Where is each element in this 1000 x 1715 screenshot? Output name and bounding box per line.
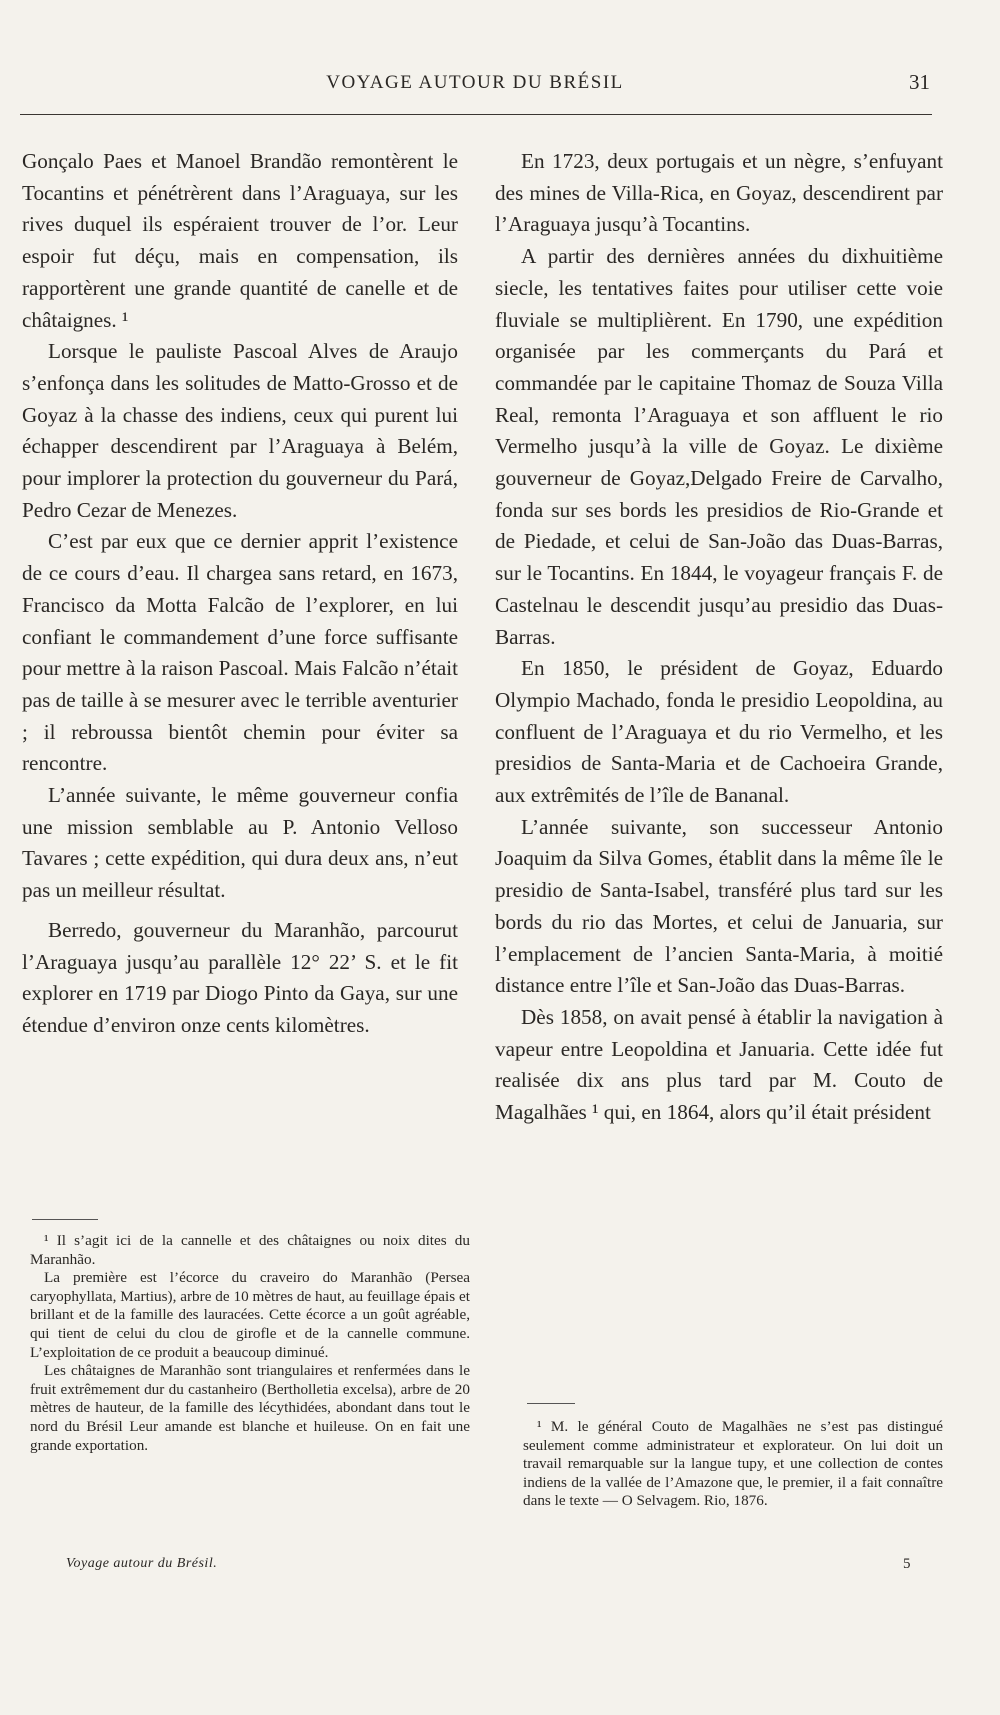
paragraph: C’est par eux que ce dernier apprit l’existence de ce cours d’eau. Il chargea sans retard, en 1673, Francisco da Motta Falcão de l’explorer, en lui confiant le commandement d’une force suffisante pour mettre à la raison Pascoal. Mais Falcão n’était pas de taille à se mesurer avec le terrible aventurier ; il rebroussa bientôt chemin pour éviter sa rencontre. [22,529,458,776]
footnote-rule-left [32,1219,98,1220]
footnote: Les châtaignes de Maranhão sont triangulaires et renfermées dans le fruit extrêmement dur du castanheiro (Bertholletia excelsa), arbre de 20 mètres de hauteur, de la famille des lécythidées, abondant dans tout le nord du Brésil Leur amande est blanche et huileuse. On en fait une grande exportation. [30,1362,470,1454]
footnotes-left [30,1232,470,1455]
paragraph: En 1723, deux portugais et un nègre, s’enfuyant des mines de Villa-Rica, en Goyaz, descendirent par l’Araguaya jusqu’à Tocantins. [495,149,943,237]
footnote: ¹ Il s’agit ici de la cannelle et des châtaignes ou noix dites du Maranhão. [30,1232,470,1268]
paragraph: Lorsque le pauliste Pascoal Alves de Araujo s’enfonça dans les solitudes de Matto-Grosso et de Goyaz à la chasse des indiens, ceux qui purent lui échapper descendirent par l’Araguaya à Belém, pour implorer la protection du gouverneur du Pará, Pedro Cezar de Menezes. [22,339,458,522]
footnote: ¹ M. le général Couto de Magalhães ne s’est pas distingué seulement comme administrateur et explorateur. On lui doit un travail remarquable sur la langue tupy, et une collection de contes indiens de la vallée de l’Amazone que, le premier, il a fait connaître dans le texte — O Selvagem. Rio, 1876. [523,1418,943,1510]
paragraph: L’année suivante, son successeur Antonio Joaquim da Silva Gomes, établit dans la même île le presidio de Santa-Isabel, transféré plus tard sur les bords du rio das Mortes, et celui de Januaria, sur l’emplacement de l’ancien Santa-Maria, à moitié distance entre l’île et San-João das Duas-Barras. [495,814,943,998]
paragraph: Gonçalo Paes et Manoel Brandão remontèrent le Tocantins et pénétrèrent dans l’Araguaya, sur les rives duquel ils espéraient trouver de l’or. Leur espoir fut déçu, mais en compensation, ils rapportèrent une grande quantité de canelle et de châtaignes. ¹ [22,149,458,332]
page-number: 31 [909,70,930,94]
footnote: La première est l’écorce du craveiro do Maranhão (Persea caryophyllata, Martius), arbre de 10 mètres de haut, au feuillage épais et brillant et de la famille des lauracées. Cette écorce a un goût agréable, qui tient de celui du clou de girofle et de la cannelle commune. L’exploitation de ce produit a beaucoup diminué. [30,1269,470,1361]
left-column [22,146,458,1042]
printer-signature: Voyage autour du Brésil. [66,1556,218,1571]
right-column [495,146,943,1129]
header-rule [20,114,932,115]
paragraph: Dès 1858, on avait pensé à établir la navigation à vapeur entre Leopoldina et Januaria. Cette idée fut realisée dix ans plus tard par M. Couto de Magalhães ¹ qui, en 1864, alors qu’il était président [495,1004,943,1125]
paragraph: L’année suivante, le même gouverneur confia une mission semblable au P. Antonio Velloso Tavares ; cette expédition, qui dura deux ans, n’eut pas un meilleur résultat. [22,783,458,903]
page-header [20,68,930,98]
paragraph: Berredo, gouverneur du Maranhão, parcourut l’Araguaya jusqu’au parallèle 12° 22’ S. et le fit explorer en 1719 par Diogo Pinto da Gaya, sur une étendue d’environ onze cents kilomètres. [22,917,458,1037]
signature-number: 5 [903,1556,911,1572]
running-title: VOYAGE AUTOUR DU BRÉSIL [326,72,624,93]
footnote-right [523,1418,943,1511]
footnote-rule-right [527,1403,575,1404]
paragraph: A partir des dernières années du dixhuitième siecle, les tentatives faites pour utiliser cette voie fluviale se multiplièrent. En 1790, une expédition organisée par les commerçants du Pará et commandée par le capitaine Thomaz de Souza Villa Real, remonta l’Araguaya et son affluent le rio Vermelho jusqu’à la ville de Goyaz. Le dixième gouverneur de Goyaz,Delgado Freire de Carvalho, fonda sur ses bords les presidios de Rio-Grande et de Piedade, et celui de San-João das Duas-Barras, sur le Tocantins. En 1844, le voyageur français F. de Castelnau le descendit jusqu’au presidio das Duas-Barras. [495,244,943,649]
paragraph: En 1850, le président de Goyaz, Eduardo Olympio Machado, fonda le presidio Leopoldina, au confluent de l’Araguaya et du rio Vermelho, et les presidios de Santa-Maria et de Cachoeira Grande, aux extrêmités de l’île de Bananal. [495,656,943,808]
